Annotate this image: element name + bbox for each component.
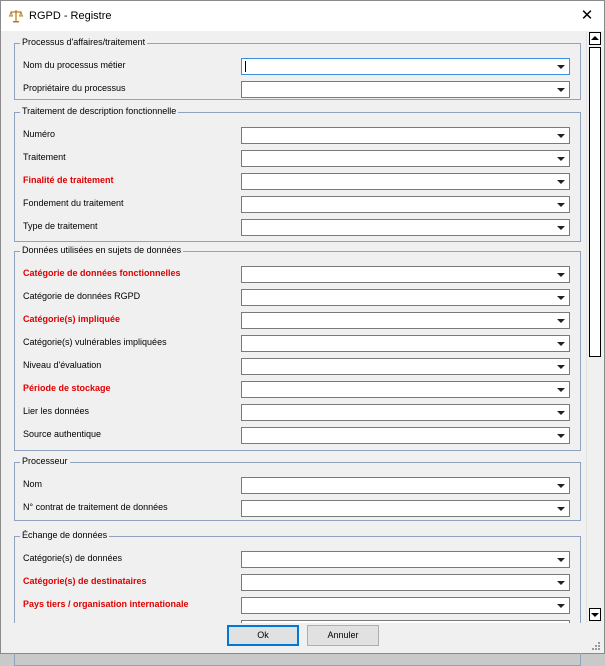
chevron-down-icon[interactable] — [553, 267, 569, 282]
form-field-row — [15, 289, 580, 306]
chevron-down-icon[interactable] — [553, 428, 569, 443]
field-dropdown[interactable] — [241, 81, 570, 98]
form-field-row — [15, 150, 580, 167]
field-dropdown[interactable] — [241, 173, 570, 190]
field-label: Numéro — [23, 129, 56, 139]
form-field-row — [15, 312, 580, 329]
close-icon: ✕ — [580, 7, 594, 24]
field-label: Fondement du traitement — [23, 198, 124, 208]
close-button[interactable] — [570, 1, 604, 31]
field-dropdown[interactable] — [241, 477, 570, 494]
ok-button[interactable]: Ok — [227, 625, 299, 646]
chevron-down-icon[interactable] — [553, 405, 569, 420]
field-label: Propriétaire du processus — [23, 83, 126, 93]
scroll-down-arrow-icon[interactable] — [589, 608, 601, 621]
chevron-down-icon[interactable] — [553, 336, 569, 351]
group-box — [14, 106, 581, 242]
chevron-down-icon[interactable] — [553, 197, 569, 212]
field-label: Lier les données — [23, 406, 90, 416]
group-legend: Données utilisées en sujets de données — [22, 245, 182, 255]
field-label: Type de traitement — [23, 221, 98, 231]
field-dropdown[interactable] — [241, 58, 570, 75]
field-dropdown[interactable] — [241, 127, 570, 144]
group-legend: Processus d'affaires/traitement — [22, 37, 146, 47]
text-caret — [245, 61, 246, 72]
field-dropdown[interactable] — [241, 150, 570, 167]
field-dropdown[interactable] — [241, 219, 570, 236]
title-bar — [1, 1, 604, 31]
group-box — [14, 37, 581, 100]
field-dropdown[interactable] — [241, 335, 570, 352]
field-label: Source authentique — [23, 429, 102, 439]
field-label: Catégorie(s) impliquée — [23, 314, 121, 324]
chevron-down-icon[interactable] — [553, 359, 569, 374]
field-label: Catégorie(s) de données — [23, 553, 123, 563]
form-field-row — [15, 358, 580, 375]
form-area — [2, 31, 603, 623]
scrollbar-thumb[interactable] — [589, 47, 601, 357]
field-label: Nom du processus métier — [23, 60, 126, 70]
field-label: Catégorie(s) vulnérables impliquées — [23, 337, 167, 347]
form-field-row — [15, 427, 580, 444]
field-dropdown[interactable] — [241, 358, 570, 375]
field-label: Pays tiers / organisation internationale — [23, 599, 189, 609]
field-label: Catégorie(s) de destinataires — [23, 576, 147, 586]
chevron-down-icon[interactable] — [553, 382, 569, 397]
field-dropdown[interactable] — [241, 404, 570, 421]
group-legend: Processeur — [22, 456, 68, 466]
chevron-down-icon[interactable] — [553, 313, 569, 328]
form-field-row — [15, 335, 580, 352]
field-label: Niveau d'évaluation — [23, 360, 102, 370]
group-legend: Traitement de description fonctionnelle — [22, 106, 177, 116]
form-field-row — [15, 266, 580, 283]
form-field-row — [15, 574, 580, 591]
group-legend: Échange de données — [22, 530, 108, 540]
dialog-footer — [2, 623, 603, 653]
chevron-down-icon[interactable] — [553, 575, 569, 590]
field-label: Catégorie de données RGPD — [23, 291, 141, 301]
field-dropdown[interactable] — [241, 427, 570, 444]
chevron-down-icon[interactable] — [553, 82, 569, 97]
scales-icon — [9, 9, 23, 23]
chevron-down-icon[interactable] — [553, 151, 569, 166]
form-field-row — [15, 81, 580, 98]
field-label: Finalité de traitement — [23, 175, 114, 185]
field-label: Traitement — [23, 152, 66, 162]
form-field-row — [15, 127, 580, 144]
scroll-up-arrow-icon[interactable] — [589, 32, 601, 45]
form-field-row — [15, 551, 580, 568]
form-field-row — [15, 381, 580, 398]
chevron-down-icon[interactable] — [553, 501, 569, 516]
form-field-row — [15, 404, 580, 421]
form-field-row — [15, 58, 580, 75]
field-dropdown[interactable] — [241, 551, 570, 568]
resize-grip-icon[interactable] — [591, 641, 601, 651]
field-label: Période de stockage — [23, 383, 111, 393]
chevron-down-icon[interactable] — [553, 174, 569, 189]
field-dropdown[interactable] — [241, 381, 570, 398]
chevron-down-icon[interactable] — [553, 290, 569, 305]
form-field-row — [15, 477, 580, 494]
field-label: Nom — [23, 479, 43, 489]
window-title: RGPD - Registre — [29, 10, 112, 22]
chevron-down-icon[interactable] — [553, 552, 569, 567]
form-field-row — [15, 219, 580, 236]
form-field-row — [15, 173, 580, 190]
group-box — [14, 245, 581, 451]
field-label: Catégorie de données fonctionnelles — [23, 268, 181, 278]
chevron-down-icon[interactable] — [553, 59, 569, 74]
cancel-button[interactable]: Annuler — [307, 625, 379, 646]
field-dropdown[interactable] — [241, 312, 570, 329]
form-field-row — [15, 196, 580, 213]
field-dropdown[interactable] — [241, 500, 570, 517]
form-field-row — [15, 597, 580, 614]
chevron-down-icon[interactable] — [553, 478, 569, 493]
field-label: N° contrat de traitement de données — [23, 502, 168, 512]
form-field-row — [15, 500, 580, 517]
group-box — [14, 456, 581, 521]
chevron-down-icon[interactable] — [553, 128, 569, 143]
chevron-down-icon[interactable] — [553, 598, 569, 613]
vertical-scrollbar[interactable] — [586, 31, 603, 623]
field-dropdown[interactable] — [241, 289, 570, 306]
field-dropdown[interactable] — [241, 574, 570, 591]
chevron-down-icon[interactable] — [553, 220, 569, 235]
field-dropdown[interactable] — [241, 597, 570, 614]
field-dropdown[interactable] — [241, 196, 570, 213]
field-dropdown[interactable] — [241, 266, 570, 283]
